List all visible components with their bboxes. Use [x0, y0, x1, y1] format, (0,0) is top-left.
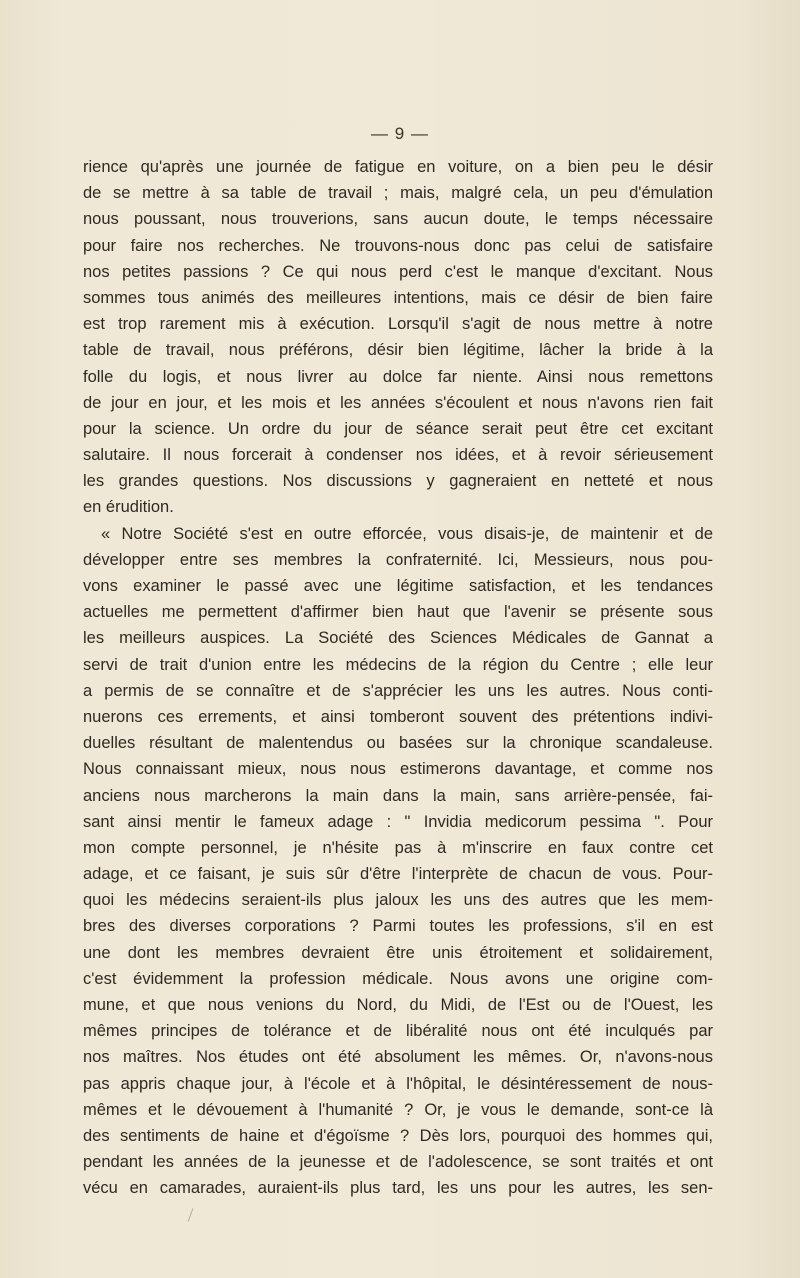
- text-line: une dont les membres devraient être unis étroitement et solidairement,: [83, 943, 713, 962]
- text-line: adage, et ce faisant, je suis sûr d'être l'interprète de chacun de vous. Pour-: [83, 865, 713, 884]
- text-line: vons examiner le passé avec une légitime satisfaction, et les tendances: [83, 577, 713, 595]
- text-line: développer entre ses membres la confraternité. Ici, Messieurs, nous pou-: [83, 550, 713, 569]
- text-line: mune, et que nous venions du Nord, du Midi, de l'Est ou de l'Ouest, les: [83, 996, 713, 1014]
- text-line: en érudition.: [83, 498, 174, 517]
- text-line: rience qu'après une journée de fatigue en voiture, on a bien peu le désir: [83, 158, 713, 176]
- text-line: c'est évidemment la profession médicale. Nous avons une origine com-: [83, 969, 713, 988]
- text-line: a permis de se connaître et de s'apprécier les uns les autres. Nous conti-: [83, 681, 713, 700]
- text-line: duelles résultant de malentendus ou basées sur la chronique scandaleuse.: [83, 734, 713, 753]
- text-line: actuelles me permettent d'affirmer bien haut que l'avenir se présente sous: [83, 603, 713, 622]
- text-line: pour faire nos recherches. Ne trouvons-nous donc pas celui de satisfaire: [83, 236, 713, 255]
- text-line: les grandes questions. Nos discussions y gagneraient en netteté et nous: [83, 472, 713, 491]
- text-line: sant ainsi mentir le fameux adage : " Invidia medicorum pessima ". Pour: [83, 812, 713, 831]
- text-line: quoi les médecins seraient-ils plus jaloux les uns des autres que les mem-: [83, 891, 713, 910]
- text-line: nos petites passions ? Ce qui nous perd c'est le manque d'excitant. Nous: [83, 262, 713, 281]
- body-text: [83, 154, 713, 1202]
- text-line: nos maîtres. Nos études ont été absolument les mêmes. Or, n'avons-nous: [83, 1048, 713, 1067]
- text-line: des sentiments de haine et d'égoïsme ? Dès lors, pourquoi des hommes qui,: [83, 1126, 713, 1145]
- text-line: pour la science. Un ordre du jour de séance serait peut être cet excitant: [83, 419, 713, 438]
- text-line: table de travail, nous préférons, désir bien légitime, lâcher la bride à la: [83, 341, 713, 360]
- text-line: folle du logis, et nous livrer au dolce far niente. Ainsi nous remettons: [83, 367, 713, 386]
- text-line: sommes tous animés des meilleures intentions, mais ce désir de bien faire: [83, 288, 713, 307]
- text-line: mon compte personnel, je n'hésite pas à m'inscrire en faux contre cet: [83, 838, 713, 857]
- text-line: bres des diverses corporations ? Parmi toutes les professions, s'il en est: [83, 917, 713, 936]
- text-line: nous poussant, nous trouverions, sans aucun doute, le temps nécessaire: [83, 210, 713, 229]
- text-line: de se mettre à sa table de travail ; mais, malgré cela, un peu d'émulation: [83, 184, 713, 203]
- text-line: pas appris chaque jour, à l'école et à l'hôpital, le désintéressement de nous-: [83, 1074, 713, 1093]
- text-line: pendant les années de la jeunesse et de l'adolescence, se sont traités et ont: [83, 1153, 713, 1172]
- text-line: de jour en jour, et les mois et les années s'écoulent et nous n'avons rien fait: [83, 393, 713, 412]
- text-line: vécu en camarades, auraient-ils plus tard, les uns pour les autres, les sen-: [83, 1179, 713, 1198]
- text-line: est trop rarement mis à exécution. Lorsqu'il s'agit de nous mettre à notre: [83, 315, 713, 334]
- text-line: mêmes principes de tolérance et de libéralité nous ont été inculqués par: [83, 1022, 713, 1041]
- page-number: — 9 —: [371, 124, 429, 143]
- text-line: anciens nous marcherons la main dans la main, sans arrière-pensée, fai-: [83, 786, 713, 805]
- text-line: « Notre Société s'est en outre efforcée, vous disais-je, de maintenir et de: [101, 524, 713, 543]
- text-line: les meilleurs auspices. La Société des Sciences Médicales de Gannat a: [83, 629, 713, 648]
- paper-mark: [188, 1208, 194, 1221]
- text-line: mêmes et le dévouement à l'humanité ? Or, je vous le demande, sont-ce là: [83, 1100, 713, 1119]
- text-line: Nous connaissant mieux, nous nous estimerons davantage, et comme nos: [83, 760, 713, 779]
- text-line: servi de trait d'union entre les médecins de la région du Centre ; elle leur: [83, 655, 713, 674]
- text-line: salutaire. Il nous forcerait à condenser nos idées, et à revoir sérieusement: [83, 446, 713, 465]
- text-line: nuerons ces errements, et ainsi tomberont souvent des prétentions indivi-: [83, 707, 713, 726]
